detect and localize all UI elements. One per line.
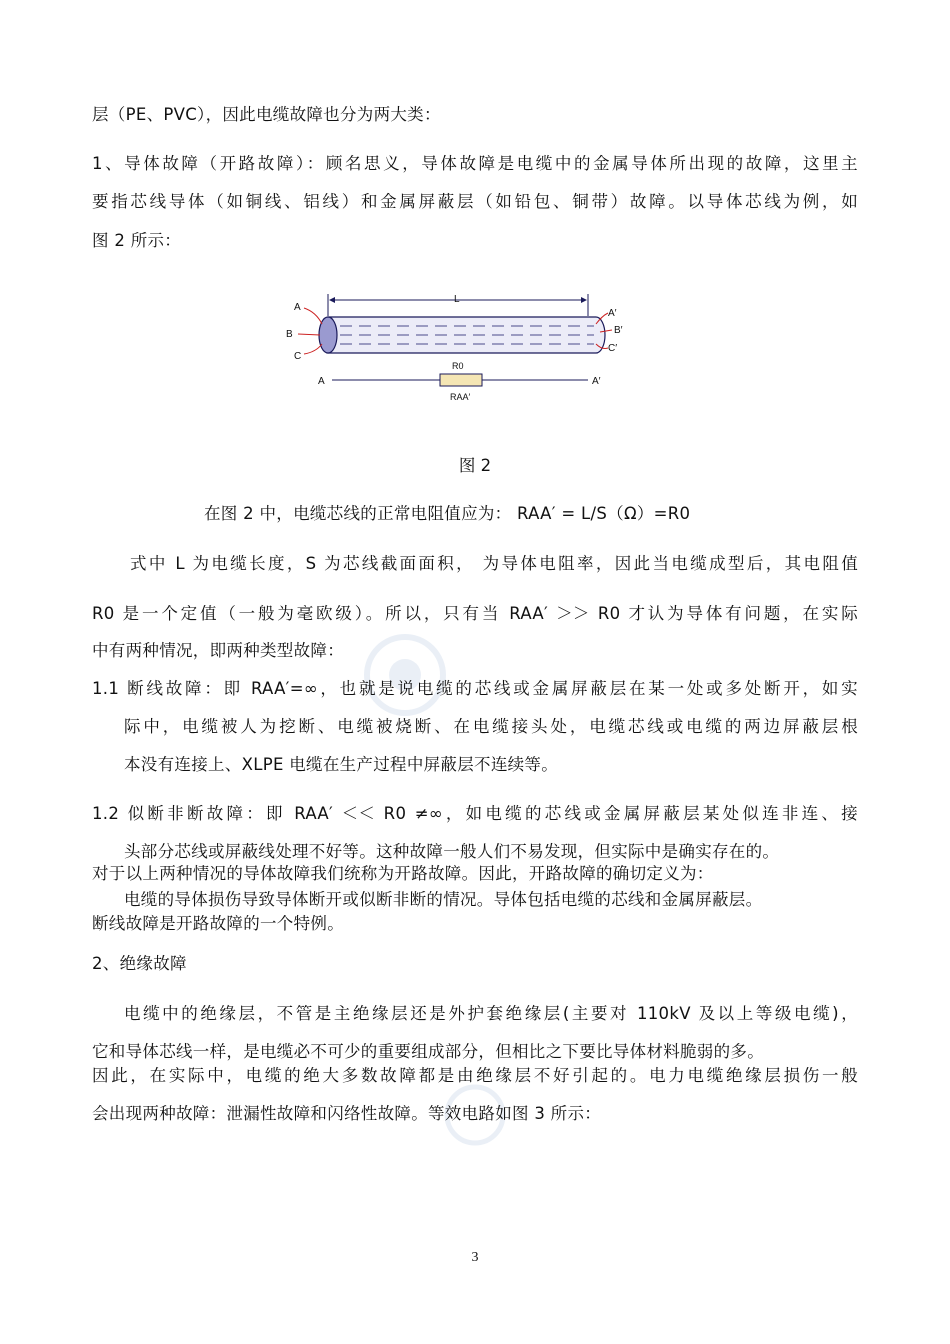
figure-caption: 图 2	[458, 456, 492, 475]
length-label: L	[454, 294, 460, 305]
label-line-a: A	[318, 376, 325, 387]
label-raa: RAA′	[450, 392, 471, 402]
label-c: C	[294, 351, 302, 362]
text-line: 电缆的导体损伤导致导体断开或似断非断的情况。导体包括电缆的芯线和金属屏蔽层。	[124, 890, 763, 909]
text-line: 1.2 似断非断故障：即 RAA′ ＜＜ R0 ≠∞，如电缆的芯线或金属屏蔽层某处似连非连、接	[92, 804, 858, 823]
formula-line: 在图 2 中，电缆芯线的正常电阻值应为： RAA′ = L/S（Ω）=R0	[204, 504, 691, 523]
label-a: A	[294, 302, 301, 313]
text-line: 因此，在实际中，电缆的绝大多数故障都是由绝缘层不好引起的。电力电缆绝缘层损伤一般	[92, 1066, 858, 1085]
text-line: 对于以上两种情况的导体故障我们统称为开路故障。因此，开路故障的确切定义为：	[92, 864, 714, 883]
pointer-a	[304, 308, 322, 324]
cable-diagram	[278, 282, 644, 412]
pointer-c	[304, 344, 322, 354]
text-line: 中有两种情况，即两种类型故障：	[92, 641, 344, 660]
text-line: 图 2 所示：	[92, 231, 182, 250]
text-line: 它和导体芯线一样，是电缆必不可少的重要组成部分，但相比之下要比导体材料脆弱的多。	[92, 1042, 764, 1061]
text-line: 本没有连接上、XLPE 电缆在生产过程中屏蔽层不连续等。	[124, 755, 559, 774]
text-line: 会出现两种故障：泄漏性故障和闪络性故障。等效电路如图 3 所示：	[92, 1104, 602, 1123]
resistor-r0	[440, 374, 482, 386]
text-line: 式中 L 为电缆长度，S 为芯线截面面积， 为导体电阻率，因此当电缆成型后，其电阻值	[130, 554, 858, 573]
section-heading: 2、绝缘故障	[92, 954, 187, 973]
text-line: 1、导体故障（开路故障）：顾名思义，导体故障是电缆中的金属导体所出现的故障，这里主	[92, 154, 858, 173]
label-line-a-prime: A′	[592, 376, 601, 387]
text-line: 际中，电缆被人为挖断、电缆被烧断、在电缆接头处，电缆芯线或电缆的两边屏蔽层根	[124, 717, 858, 736]
text-line: 电缆中的绝缘层，不管是主绝缘层还是外护套绝缘层(主要对 110kV 及以上等级电缆)，	[124, 1004, 858, 1023]
label-b-prime: B′	[614, 325, 623, 336]
page-number: 3	[471, 1250, 479, 1265]
text-line: R0 是一个定值（一般为毫欧级）。所以，只有当 RAA′ ＞＞ R0 才认为导体有问题，在实际	[92, 604, 858, 623]
pointer-b	[298, 334, 320, 335]
text-line: 层（PE、PVC），因此电缆故障也分为两大类：	[92, 105, 441, 124]
label-c-prime: C′	[608, 343, 618, 354]
label-r0: R0	[452, 361, 464, 371]
text-line: 头部分芯线或屏蔽线处理不好等。这种故障一般人们不易发现，但实际中是确实存在的。	[124, 842, 780, 861]
text-line: 断线故障是开路故障的一个特例。	[92, 914, 344, 933]
label-a-prime: A′	[608, 308, 617, 319]
watermark-logo	[360, 630, 450, 720]
text-line: 要指芯线导体（如铜线、铝线）和金属屏蔽层（如铅包、铜带）故障。以导体芯线为例，如	[92, 192, 858, 211]
label-b: B	[286, 329, 293, 340]
text-line: 1.1 断线故障：即 RAA′=∞，也就是说电缆的芯线或金属屏蔽层在某一处或多处断开，如实	[92, 679, 858, 698]
